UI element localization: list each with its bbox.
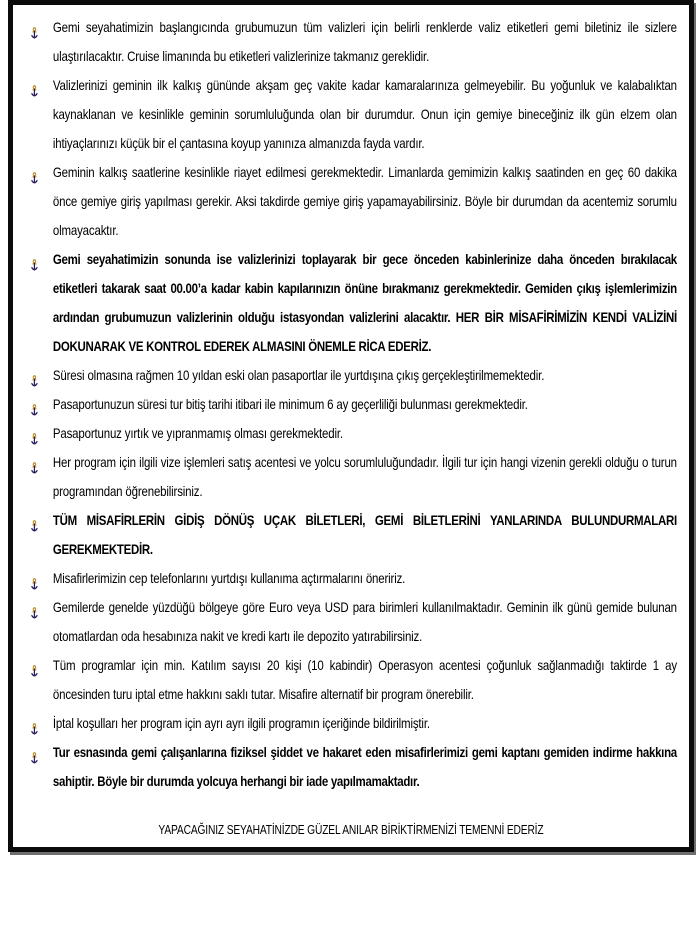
- list-item: [25, 390, 677, 419]
- anchor-bullet-icon: [31, 398, 38, 411]
- anchor-bullet-icon: [31, 456, 38, 469]
- list-item: [25, 738, 677, 796]
- document-content: [25, 13, 677, 840]
- anchor-bullet-icon: [31, 514, 38, 527]
- list-item: [25, 158, 677, 245]
- list-item: [25, 71, 677, 158]
- anchor-bullet-icon: [31, 253, 38, 266]
- bullet-list: [25, 13, 677, 796]
- anchor-bullet-icon: [31, 369, 38, 382]
- list-item: [25, 506, 677, 564]
- bullet-text: Her program için ilgili vize işlemleri satış acentesi ve yolcu sorumluluğundadır. İlgili tur için hangi vizenin gerekli olduğu o turun programından öğrenebilirsiniz.: [52, 454, 677, 499]
- bullet-text: Misafirlerimizin cep telefonlarını yurtdışı kullanıma açtırmalarını öneririz.: [52, 570, 406, 586]
- anchor-bullet-icon: [31, 717, 38, 730]
- list-item: [25, 709, 677, 738]
- bullet-text: Valizlerinizi geminin ilk kalkış gününde akşam geç vakite kadar kamaralarınıza gelmeyebilir. Bu yoğunluk ve kalabalıktan kaynaklanan ve kesinlikle geminin sorumluluğunda olan bir durumdur. Onun için gemiye bineceğiniz ilk gün elzem olan ihtiyaçlarınızı küçük bir el çantasına koyup yanınıza almanızda fayda vardır.: [52, 77, 677, 151]
- bullet-text: Gemi seyahatimizin sonunda ise valizlerinizi toplayarak bir gece önceden kabinlerinize daha önceden bırakılacak etiketleri takarak saat 00.00’a kadar kabin kapılarınızın önüne bırakmanız gerekmektedir. Gemiden çıkış işlemlerimizin ardından grubumuzun valizlerinin olduğu istasyondan valizlerini alacaktır. HER BİR MİSAFİRİMİZİN KENDİ VALİZİNİ DOKUNARAK VE KONTROL EDEREK ALMASINI ÖNEMLE RİCA EDERİZ.: [52, 251, 677, 354]
- anchor-bullet-icon: [31, 659, 38, 672]
- bullet-text: Süresi olmasına rağmen 10 yıldan eski olan pasaportlar ile yurtdışına çıkış gerçekleştirilmemektedir.: [52, 367, 545, 383]
- list-item: [25, 13, 677, 71]
- list-item: [25, 419, 677, 448]
- anchor-bullet-icon: [31, 427, 38, 440]
- bullet-text: İptal koşulları her program için ayrı ayrı ilgili programın içeriğinde bildirilmiştir.: [52, 715, 430, 731]
- bullet-text: Geminin kalkış saatlerine kesinlikle riayet edilmesi gerekmektedir. Limanlarda gemimizin kalkış saatinden en geç 60 dakika önce gemiye giriş yapılması gerekir. Aksi takdirde gemiye giriş yapamayabilirsiniz. Böyle bir durumdan da acentemiz sorumlu olmayacaktır.: [52, 164, 677, 238]
- bullet-text: Pasaportunuzun süresi tur bitiş tarihi itibari ile minimum 6 ay geçerliliği bulunması gerekmektedir.: [52, 396, 528, 412]
- anchor-bullet-icon: [31, 21, 38, 34]
- list-item: [25, 361, 677, 390]
- anchor-bullet-icon: [31, 572, 38, 585]
- list-item: [25, 564, 677, 593]
- bullet-text: TÜM MİSAFİRLERİN GİDİŞ DÖNÜŞ UÇAK BİLETLERİ, GEMİ BİLETLERİNİ YANLARINDA BULUNDURMALARI GEREKMEKTEDİR.: [52, 512, 677, 557]
- bullet-text: Gemi seyahatimizin başlangıcında grubumuzun tüm valizleri için belirli renklerde valiz etiketleri gemi biletiniz ile sizlere ulaştırılacaktır. Cruise limanında bu etiketleri valizlerinize takmanız gereklidir.: [52, 19, 677, 64]
- bullet-text: Tur esnasında gemi çalışanlarına fiziksel şiddet ve hakaret eden misafirlerimizi gemi kaptanı gemiden indirme hakkına sahiptir. Böyle bir durumda yolcuya herhangi bir iade yapılmamaktadır.: [52, 744, 677, 789]
- document-frame: [8, 0, 694, 852]
- anchor-bullet-icon: [31, 166, 38, 179]
- footer-message: YAPACAĞINIZ SEYAHATİNİZDE GÜZEL ANILAR BİRİKTİRMENİZİ TEMENNİ EDERİZ: [158, 823, 544, 837]
- list-item: [25, 593, 677, 651]
- anchor-bullet-icon: [31, 601, 38, 614]
- list-item: [25, 651, 677, 709]
- bullet-text: Pasaportunuz yırtık ve yıpranmamış olması gerekmektedir.: [52, 425, 343, 441]
- list-item: [25, 448, 677, 506]
- bullet-text: Gemilerde genelde yüzdüğü bölgeye göre Euro veya USD para birimleri kullanılmaktadır. Geminin ilk günü gemide bulunan otomatlardan oda hesabınıza nakit ve kredi kartı ile depozito yatırabilirsiniz.: [52, 599, 677, 644]
- anchor-bullet-icon: [31, 79, 38, 92]
- list-item: [25, 245, 677, 361]
- anchor-bullet-icon: [31, 746, 38, 759]
- bullet-text: Tüm programlar için min. Katılım sayısı 20 kişi (10 kabindir) Operasyon acentesi çoğunluk sağlanmadığı taktirde 1 ay öncesinden turu iptal etme hakkını saklı tutar. Misafire alternatif bir program önerebilir.: [52, 657, 677, 702]
